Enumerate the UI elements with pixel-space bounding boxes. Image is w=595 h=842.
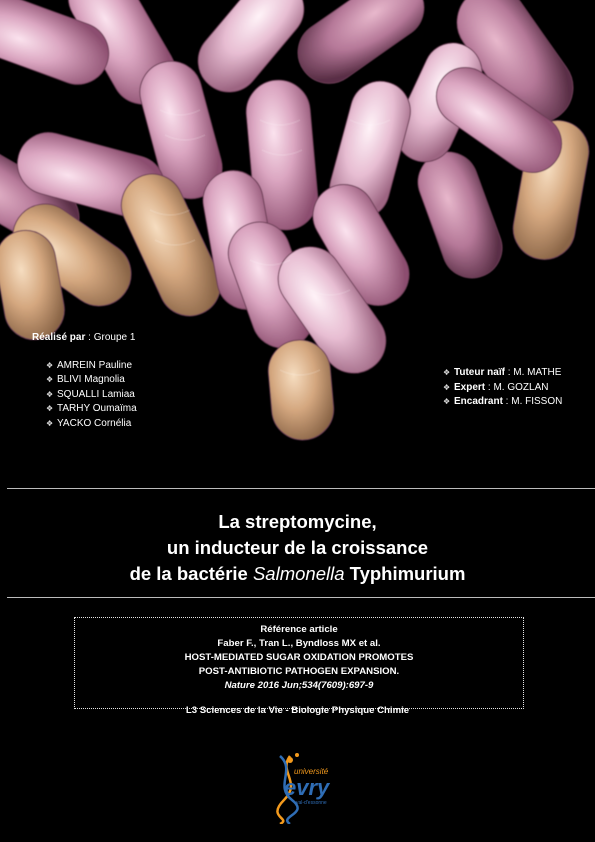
supervisor-line	[443, 381, 562, 396]
logo-tagline: val-d'essonne	[296, 800, 327, 806]
university-logo	[270, 752, 342, 824]
program-name: L3 Sciences de la Vie - Biologie Physique Chimie	[185, 705, 410, 716]
diamond-bullet-icon: ❖	[46, 375, 54, 384]
list-item	[46, 402, 137, 417]
reference-heading: Référence article	[260, 624, 338, 635]
top-divider	[7, 488, 595, 489]
supervisor-name: : M. MATHE	[504, 367, 562, 378]
supervisor-line	[443, 395, 562, 410]
members-list	[46, 359, 137, 432]
supervisor-line	[443, 366, 562, 381]
list-item	[46, 373, 137, 388]
diamond-bullet-icon: ❖	[46, 404, 54, 413]
reference-box	[74, 617, 524, 709]
diamond-bullet-icon: ❖	[443, 397, 451, 406]
page-title	[0, 509, 595, 587]
list-item	[46, 417, 137, 432]
realise-par-label: Réalisé par	[32, 332, 86, 343]
supervisor-role: Tuteur naïf	[454, 367, 505, 378]
member-name: SQUALLI Lamiaa	[57, 388, 135, 400]
reference-citation: Nature 2016 Jun;534(7609):697-9	[224, 680, 374, 691]
title-line: La streptomycine,	[218, 511, 377, 532]
list-item	[46, 388, 137, 403]
reference-title: POST-ANTIBIOTIC PATHOGEN EXPANSION.	[198, 666, 400, 677]
reference-title: HOST-MEDIATED SUGAR OXIDATION PROMOTES	[184, 652, 414, 663]
supervisor-name: : M. FISSON	[502, 396, 563, 407]
title-text: Typhimurium	[344, 563, 466, 584]
member-name: TARHY Oumaïma	[57, 403, 137, 414]
logo-word-universite: université	[294, 767, 329, 776]
diamond-bullet-icon: ❖	[46, 418, 54, 428]
diamond-bullet-icon: ❖	[443, 368, 451, 377]
logo-word-evry: evry	[284, 775, 330, 800]
member-name: YACKO Cornélia	[57, 417, 132, 429]
title-line: un inducteur de la croissance	[166, 537, 429, 558]
list-item	[46, 359, 137, 374]
realise-par-value: : Groupe 1	[85, 332, 136, 343]
title-italic-text: Salmonella	[252, 563, 345, 584]
supervisors-block	[443, 366, 562, 410]
supervisor-role: Encadrant	[454, 396, 503, 407]
authors-block	[32, 331, 137, 431]
supervisor-role: Expert	[454, 381, 486, 393]
diamond-bullet-icon: ❖	[46, 389, 54, 399]
member-name: BLIVI Magnolia	[57, 374, 125, 385]
diamond-bullet-icon: ❖	[443, 382, 451, 392]
reference-authors: Faber F., Tran L., Byndloss MX et al.	[217, 638, 381, 649]
title-text: de la bactérie	[129, 563, 253, 584]
bottom-divider	[7, 597, 595, 598]
supervisor-name: : M. GOZLAN	[485, 381, 549, 393]
member-name: AMREIN Pauline	[57, 359, 133, 371]
title-line	[0, 561, 595, 587]
realise-par-line	[32, 331, 137, 346]
diamond-bullet-icon: ❖	[46, 360, 54, 370]
